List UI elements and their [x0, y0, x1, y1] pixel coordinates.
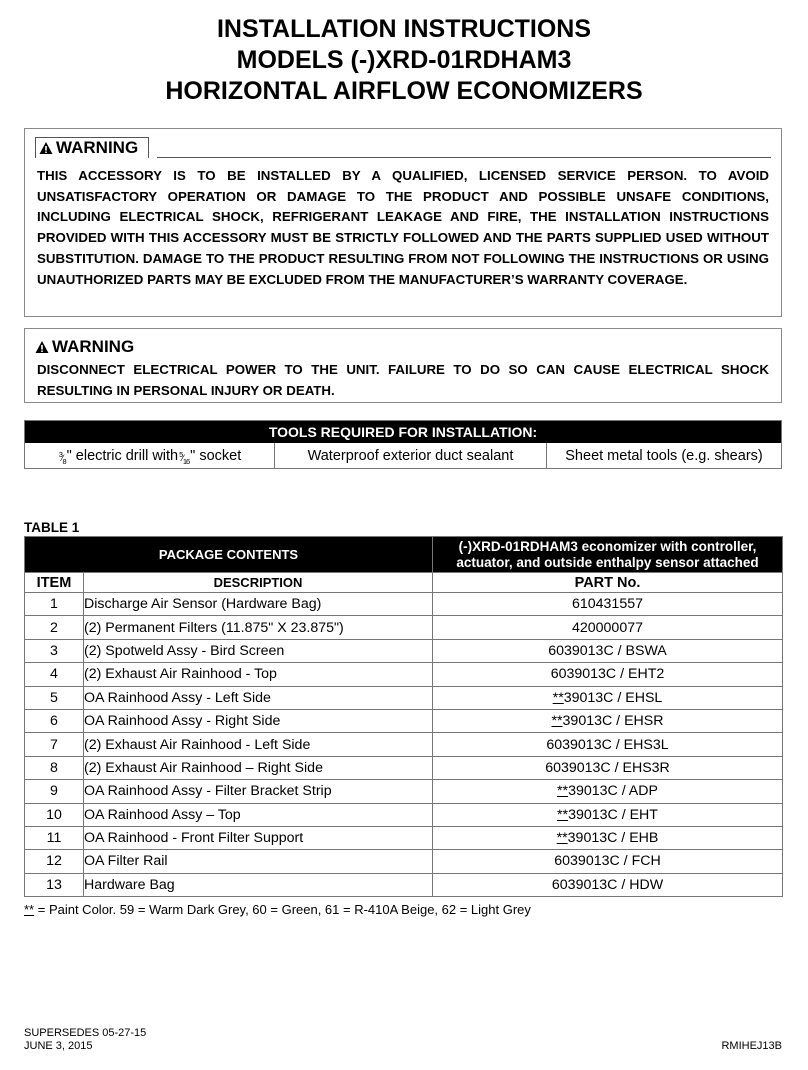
- paint-mark: **: [552, 689, 564, 706]
- item-description: (2) Spotweld Assy - Bird Screen: [84, 639, 433, 662]
- table-row: [25, 850, 783, 873]
- item-number: 3: [25, 639, 84, 662]
- item-number: 12: [25, 850, 84, 873]
- part-number: **39013C / EHSL: [433, 686, 783, 709]
- issue-date: JUNE 3, 2015: [24, 1040, 93, 1052]
- title-line-1: INSTALLATION INSTRUCTIONS: [216, 15, 592, 43]
- item-description: OA Rainhood Assy – Top: [84, 803, 433, 826]
- package-contents-header: PACKAGE CONTENTS: [25, 537, 433, 573]
- document-title: [0, 14, 808, 107]
- part-number: 6039013C / HDW: [433, 873, 783, 896]
- item-number: 9: [25, 780, 84, 803]
- paint-color-footnote: ** = Paint Color. 59 = Warm Dark Grey, 60 = Green, 61 = R-410A Beige, 62 = Light Grey: [24, 902, 531, 917]
- table-row: [25, 780, 783, 803]
- warning-box-disconnect-power: [24, 328, 782, 403]
- footnote-mark: **: [24, 902, 35, 917]
- item-number: 10: [25, 803, 84, 826]
- column-header-description: DESCRIPTION: [84, 573, 433, 593]
- paint-mark: **: [557, 783, 569, 800]
- item-number: 4: [25, 663, 84, 686]
- table-row: [25, 756, 783, 779]
- item-description: OA Rainhood - Front Filter Support: [84, 826, 433, 849]
- item-number: 7: [25, 733, 84, 756]
- item-number: 6: [25, 709, 84, 732]
- tools-required-box: [24, 420, 782, 469]
- paint-mark: **: [556, 830, 568, 847]
- item-description: (2) Permanent Filters (11.875" X 23.875"): [84, 616, 433, 639]
- item-number: 1: [25, 593, 84, 616]
- item-description: (2) Exhaust Air Rainhood – Right Side: [84, 756, 433, 779]
- tool-sealant: Waterproof exterior duct sealant: [275, 443, 547, 468]
- item-number: 13: [25, 873, 84, 896]
- table-row: [25, 639, 783, 662]
- part-number: 6039013C / EHS3R: [433, 756, 783, 779]
- tool-drill: $^3⁄_8$ " electric drill with $^5⁄_{16}$ " socket: [25, 443, 275, 468]
- table-row: [25, 593, 783, 616]
- item-description: OA Filter Rail: [84, 850, 433, 873]
- title-line-3: HORIZONTAL AIRFLOW ECONOMIZERS: [165, 77, 643, 105]
- item-description: Hardware Bag: [84, 873, 433, 896]
- part-number: 6039013C / EHS3L: [433, 733, 783, 756]
- tools-header: TOOLS REQUIRED FOR INSTALLATION:: [25, 421, 781, 443]
- item-description: OA Rainhood Assy - Filter Bracket Strip: [84, 780, 433, 803]
- warning-text: THIS ACCESSORY IS TO BE INSTALLED BY A QUALIFIED, LICENSED SERVICE PERSON. TO AVOID UNSATISFACTORY OPERATION OR DAMAGE TO THE PRODUCT AND POSSIBLE UNSAFE CONDITIONS, INCLUDING ELECTRICAL SHOCK, REFRIGERANT LEAKAGE AND FIRE, THE INSTALLATION INSTRUCTIONS PROVIDED WITH THIS ACCESSORY MUST BE STRICTLY FOLLOWED AND THE PARTS SUPPLIED USED WITHOUT SUBSTITUTION. DAMAGE TO THE PRODUCT RESULTING FROM NOT FOLLOWING THE INSTRUCTIONS OR USING UNAUTHORIZED PARTS MAY BE EXCLUDED FROM THE MANUFACTURER’S WARRANTY COVERAGE.: [37, 168, 769, 287]
- package-contents-table: [24, 536, 783, 897]
- table-row: [25, 616, 783, 639]
- warning-triangle-icon: [35, 340, 49, 354]
- item-number: 5: [25, 686, 84, 709]
- part-number: **39013C / EHSR: [433, 709, 783, 732]
- fraction-three-eighths: $^3⁄_8$: [58, 449, 66, 466]
- part-number: **39013C / EHB: [433, 826, 783, 849]
- tools-row: [25, 443, 781, 468]
- warning-label: WARNING: [56, 138, 139, 157]
- table-row: [25, 709, 783, 732]
- table-label: TABLE 1: [24, 520, 80, 535]
- title-line-2: MODELS (-)XRD-01RDHAM3: [236, 46, 572, 74]
- item-number: 8: [25, 756, 84, 779]
- item-number: 2: [25, 616, 84, 639]
- part-number: 610431557: [433, 593, 783, 616]
- warning-divider: [157, 157, 771, 158]
- tool-sheet-metal: Sheet metal tools (e.g. shears): [565, 447, 763, 464]
- warning-text: DISCONNECT ELECTRICAL POWER TO THE UNIT. FAILURE TO DO SO CAN CAUSE ELECTRICAL SHOCK RESULTING IN PERSONAL INJURY OR DEATH.: [37, 362, 769, 398]
- part-number: **39013C / EHT: [433, 803, 783, 826]
- part-number: 420000077: [433, 616, 783, 639]
- part-number: 6039013C / BSWA: [433, 639, 783, 662]
- item-description: OA Rainhood Assy - Right Side: [84, 709, 433, 732]
- model-description-header: (-)XRD-01RDHAM3 economizer with controller, actuator, and outside enthalpy sensor attached: [433, 537, 783, 573]
- part-number: 6039013C / FCH: [433, 850, 783, 873]
- table-row: [25, 663, 783, 686]
- paint-mark: **: [557, 806, 569, 823]
- item-description: Discharge Air Sensor (Hardware Bag): [84, 593, 433, 616]
- paint-mark: **: [551, 713, 563, 730]
- supersedes-text: SUPERSEDES 05-27-15: [24, 1027, 147, 1039]
- warning-heading: [35, 337, 134, 357]
- item-number: 11: [25, 826, 84, 849]
- supersedes-block: [24, 1027, 146, 1053]
- part-number: 6039013C / EHT2: [433, 663, 783, 686]
- warning-label: WARNING: [52, 337, 135, 356]
- item-description: (2) Exhaust Air Rainhood - Top: [84, 663, 433, 686]
- document-code: RMIHEJ13B: [721, 1040, 782, 1052]
- warning-triangle-icon: [39, 141, 53, 155]
- table-row: [25, 686, 783, 709]
- table-row: [25, 873, 783, 896]
- item-description: OA Rainhood Assy - Left Side: [84, 686, 433, 709]
- column-header-item: ITEM: [25, 573, 84, 593]
- warning-box-qualified-installer: [24, 128, 782, 317]
- warning-heading: [35, 137, 149, 158]
- column-header-part-no: PART No.: [433, 573, 783, 593]
- part-number: **39013C / ADP: [433, 780, 783, 803]
- table-row: [25, 826, 783, 849]
- table-row: [25, 803, 783, 826]
- fraction-five-sixteenths: $^5⁄_{16}$: [179, 449, 190, 466]
- table-row: [25, 733, 783, 756]
- item-description: (2) Exhaust Air Rainhood - Left Side: [84, 733, 433, 756]
